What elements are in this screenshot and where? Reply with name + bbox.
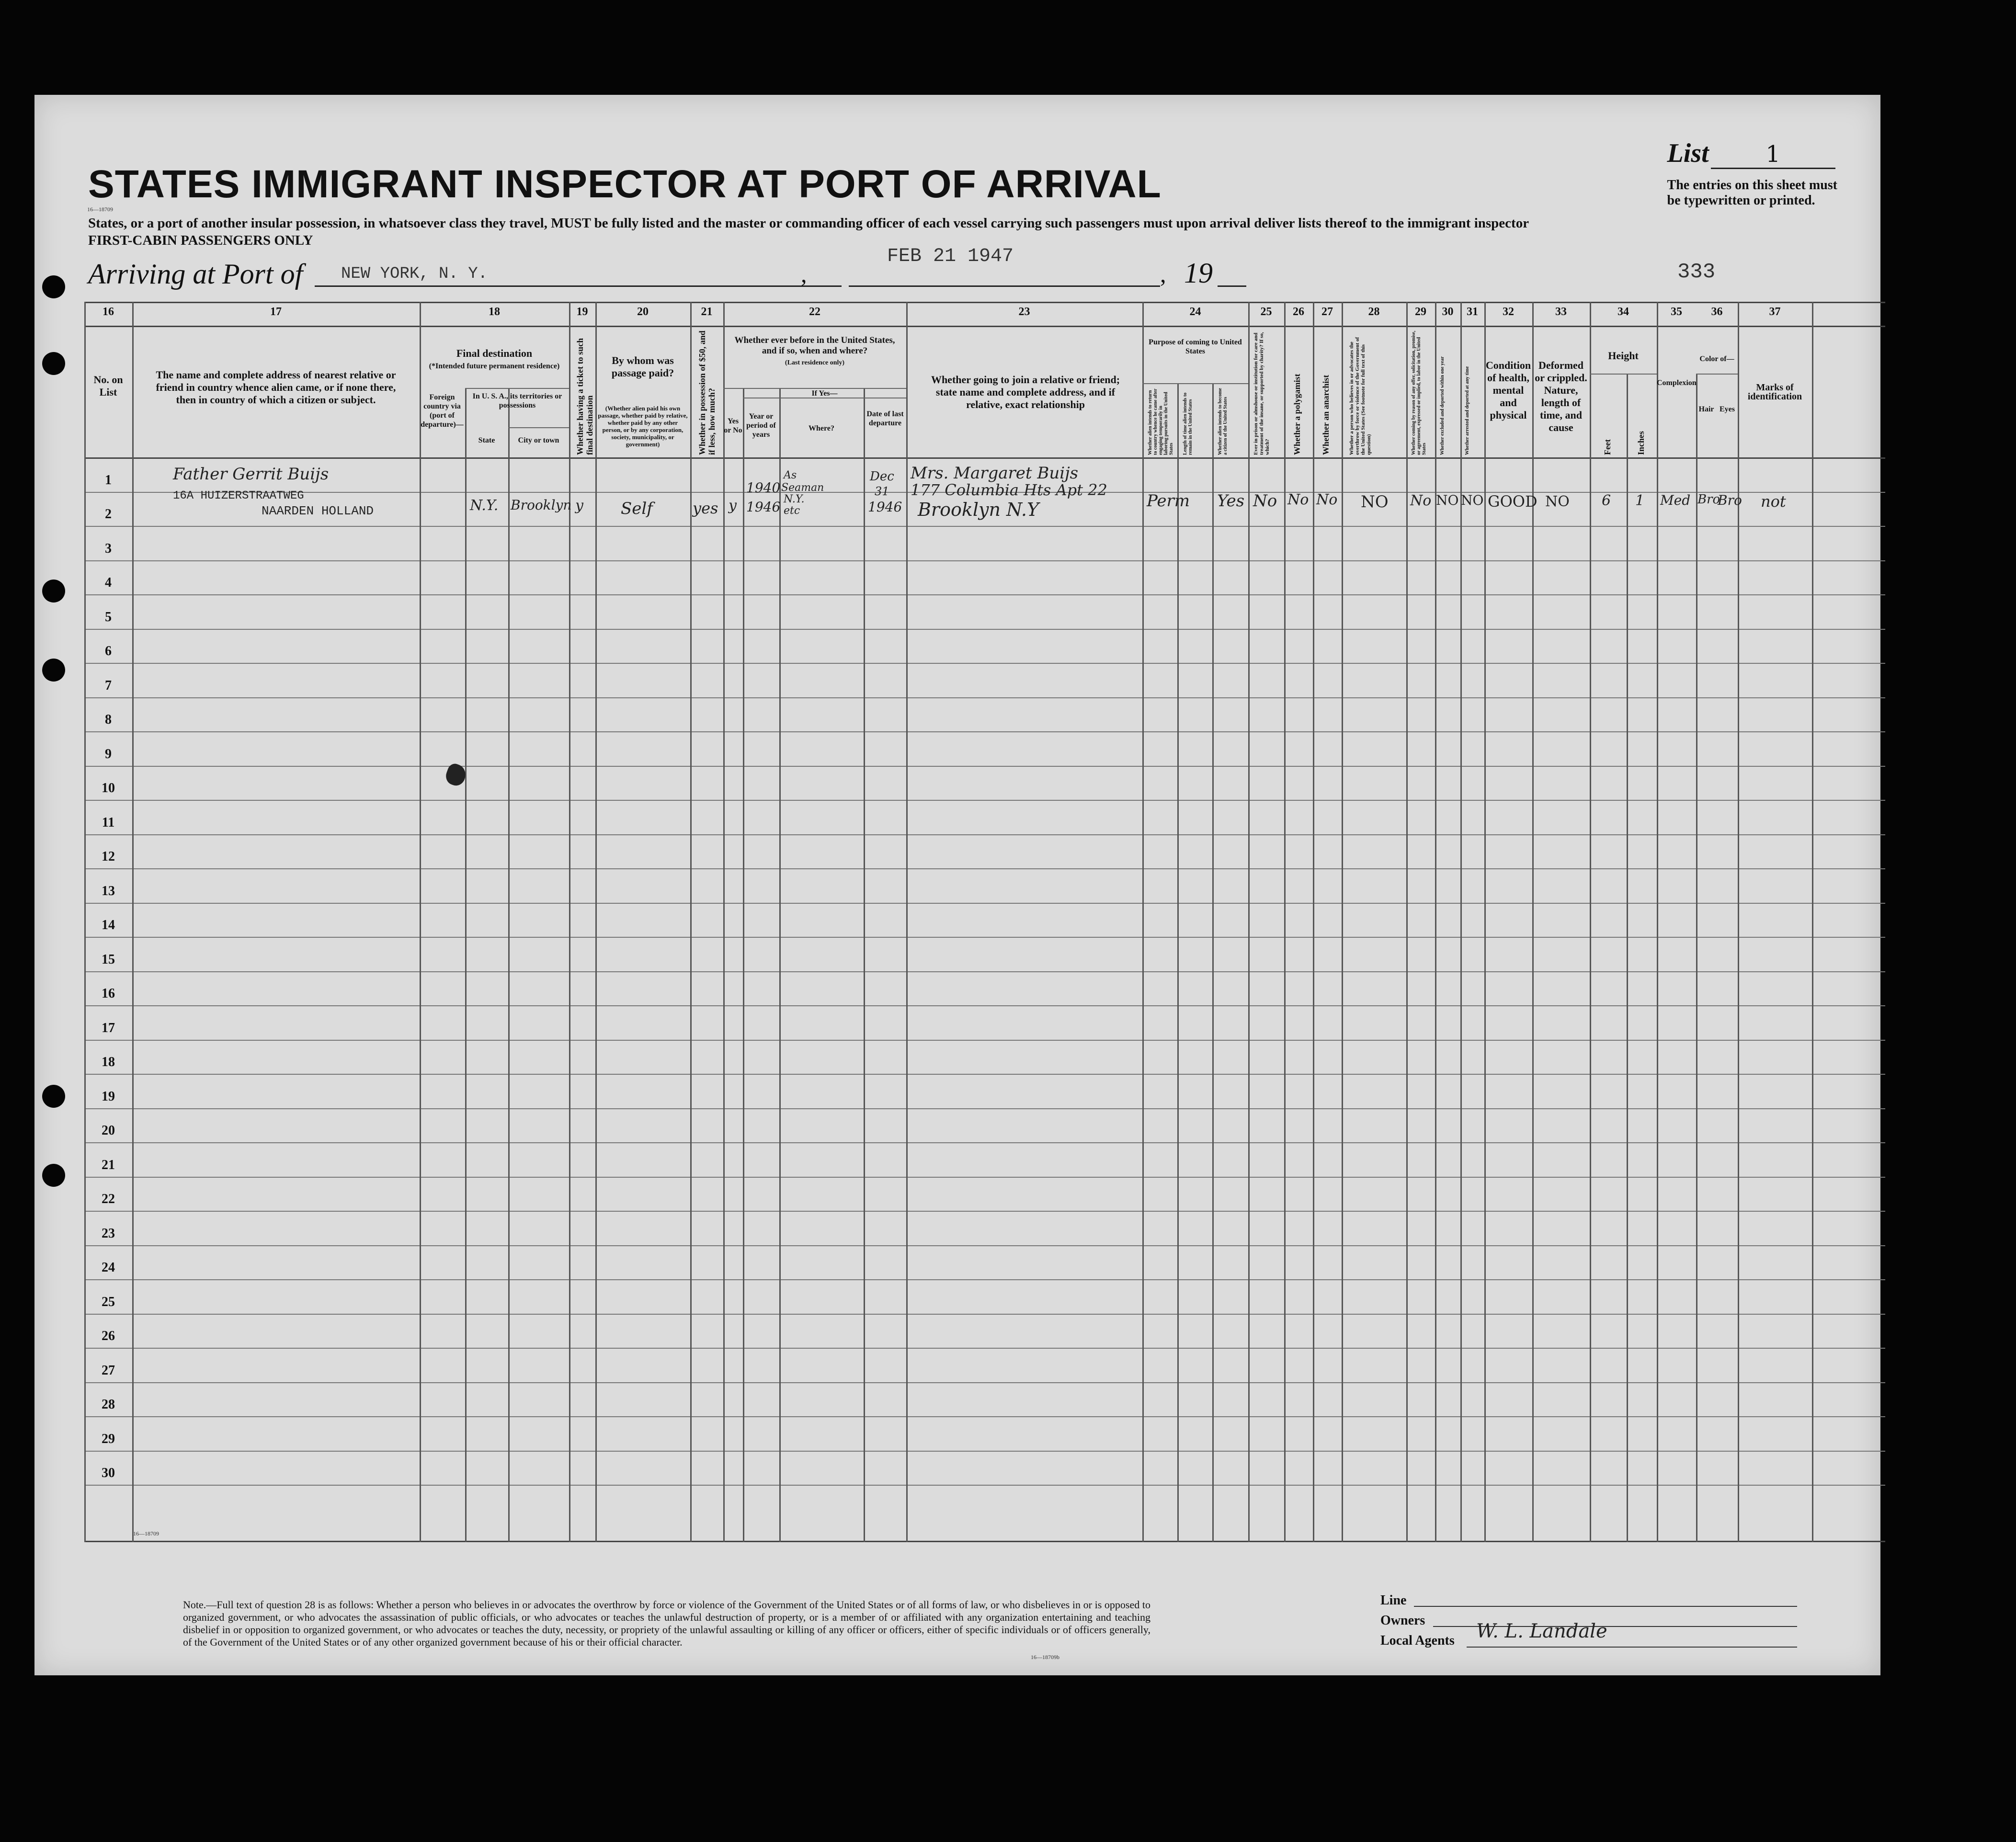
- entry-labor: No: [1410, 492, 1432, 509]
- binder-hole: [42, 580, 65, 603]
- entry-relative-city: NAARDEN HOLLAND: [262, 504, 374, 518]
- row-number: 18: [102, 1055, 115, 1069]
- entry-marks: not: [1761, 492, 1786, 511]
- agent-signature: W. L. Landale: [1476, 1620, 1607, 1642]
- row-number: 23: [102, 1226, 115, 1241]
- entry-eyes: Bro: [1718, 492, 1742, 508]
- entry-citizen: Yes: [1217, 491, 1245, 511]
- entry-anarchist: No: [1316, 491, 1338, 508]
- colnum-26: 26: [1293, 306, 1304, 318]
- colnum-19: 19: [576, 306, 588, 318]
- header-state: State: [478, 436, 495, 444]
- colnum-32: 32: [1503, 306, 1514, 318]
- entry-join-street: 177 Columbia Hts Apt 22: [911, 481, 1107, 499]
- header-passage-note: (Whether alien paid his own passage, whether paid by relative, whether paid by any other person, or by any corporation, society, municipality, or government): [598, 405, 688, 448]
- header-arrested: Whether arrested and deported at any time: [1465, 366, 1470, 455]
- colnum-21: 21: [701, 306, 713, 318]
- entry-paid-by: Self: [621, 499, 653, 518]
- row-number: 8: [105, 712, 112, 727]
- entry-year-to: 1946: [746, 499, 781, 515]
- sheet-number: 333: [1677, 260, 1716, 284]
- header-overthrow: Whether a person who believes in or advocates the overthrow by force or violence of the Government of the United States (See footnote for full text of this question): [1349, 337, 1372, 455]
- colnum-24: 24: [1189, 306, 1201, 318]
- header-complexion: Complexion: [1657, 379, 1697, 387]
- colnum-35: 35: [1671, 306, 1682, 318]
- header-join-relative: Whether going to join a relative or friend; state name and complete address, and if relative, exact relationship: [931, 374, 1120, 410]
- entry-money: yes: [693, 499, 718, 517]
- entry-state: N.Y.: [470, 497, 499, 514]
- binder-hole: [42, 275, 65, 298]
- header-cabin-class: FIRST-CABIN PASSENGERS ONLY: [88, 233, 313, 248]
- colnum-30: 30: [1442, 306, 1454, 318]
- entry-feet: 6: [1602, 492, 1611, 509]
- entry-hair: Bro: [1697, 492, 1720, 507]
- entry-excluded: NO: [1436, 492, 1459, 508]
- row-number: 14: [102, 918, 115, 932]
- entry-join-name: Mrs. Margaret Buijs: [911, 464, 1079, 483]
- header-final-destination-note: (*Intended future permanent residence): [429, 362, 560, 370]
- colnum-36: 36: [1711, 306, 1723, 318]
- header-labor-offer: Whether coming by reason of any offer, solicitation, promise, or agreement, expressed or implied, to labor in the United States: [1411, 330, 1427, 455]
- colnum-33: 33: [1555, 306, 1567, 318]
- page-title: STATES IMMIGRANT INSPECTOR AT PORT OF ARRIVAL: [88, 162, 1162, 206]
- year-prefix: 19: [1184, 257, 1213, 289]
- header-ticket: Whether having a ticket to such final destination: [575, 338, 594, 455]
- header-final-destination: Final destination: [456, 347, 533, 359]
- header-no-on-list: No. on List: [93, 374, 123, 398]
- row-number: 2: [105, 507, 112, 522]
- header-before-note: (Last residence only): [785, 359, 845, 366]
- row-number: 17: [102, 1020, 115, 1035]
- list-note-1: The entries on this sheet must: [1667, 178, 1837, 193]
- header-foreign-country: Foreign country via (port of departure)—: [421, 393, 464, 429]
- row-number: 24: [102, 1260, 115, 1275]
- row-number: 22: [102, 1192, 115, 1206]
- list-value: 1: [1711, 141, 1835, 169]
- row-number: 20: [102, 1123, 115, 1138]
- colnum-23: 23: [1018, 306, 1030, 318]
- header-height: Height: [1608, 350, 1639, 362]
- row-number: 7: [105, 678, 112, 693]
- colnum-17: 17: [270, 306, 282, 318]
- local-agents-label: Local Agents: [1380, 1633, 1455, 1648]
- list-label: List: [1667, 138, 1709, 168]
- header-polygamist: Whether a polygamist: [1292, 374, 1302, 455]
- entry-arrested: NO: [1461, 492, 1484, 508]
- entry-relative-street: 16A HUIZERSTRAATWEG: [173, 489, 304, 502]
- entry-polygamist: No: [1287, 491, 1309, 508]
- header-color-of: Color of—: [1699, 355, 1734, 363]
- entry-where-2: Seaman: [781, 482, 824, 494]
- entry-overthrow: NO: [1361, 492, 1389, 512]
- entry-inches: 1: [1635, 492, 1645, 509]
- row-number: 16: [102, 986, 115, 1001]
- row-number: 26: [102, 1329, 115, 1343]
- entry-purpose: Perm: [1147, 491, 1190, 511]
- colnum-28: 28: [1368, 306, 1380, 318]
- colnum-31: 31: [1467, 306, 1478, 318]
- header-inches: Inches: [1636, 431, 1646, 455]
- entry-join-city: Brooklyn N.Y: [918, 499, 1039, 520]
- header-eyes: Eyes: [1720, 405, 1735, 413]
- entry-ticket: y: [575, 497, 583, 514]
- header-citizen-intent: Whether alien intends to become a citizen of the United States: [1218, 388, 1228, 455]
- header-relative: The name and complete address of nearest relative or friend in country whence alien came, or if none there, then in country of which a citizen or subject.: [156, 369, 396, 406]
- colnum-29: 29: [1415, 306, 1426, 318]
- entry-date-1: Dec: [870, 469, 894, 484]
- date-stamp: FEB 21 1947: [887, 246, 1014, 267]
- list-note-2: be typewritten or printed.: [1667, 193, 1815, 208]
- header-anarchist: Whether an anarchist: [1321, 375, 1331, 455]
- form-code-bottom: 16—18709: [133, 1530, 159, 1537]
- row-number: 9: [105, 746, 112, 762]
- row-number: 30: [102, 1466, 115, 1480]
- entry-deformed: NO: [1545, 493, 1570, 510]
- entry-where-4: etc: [784, 505, 800, 517]
- manifest-sheet: 16—18709 STATES IMMIGRANT INSPECTOR AT PORT OF ARRIVAL States, or a port of another insular possession, in whatsoever class they travel, MUST be fully listed and the master or commanding officer of each vessel carrying such passengers must upon arrival deliver lists thereof to the immigrant inspector FIRST-CABIN PASSENGERS ONLY Arriving at Port of NEW YORK, N. Y. , FEB 21 1947 , 19 333 List 1 The entries on this sheet must be typewritten or printed. 16 17 18 19 20 21 22 23 24 25 26 27 28 29 30 31 32 33 34 35 36 37 No. on List The name and complete address of nearest relative or friend in country whence alien came, or if none there, then in country of which a citizen or subject. Final destination (*Intended future permanent residence) Foreign country via (port of departure)— In U. S. A., its territories or possessions State City or town Whether having a ticket to such final destination By whom was passage paid? (Whether alien paid his own passage, whether paid by relative, whether paid by any other person, or by any corporation, society, municipality, or government) Whether in possession of $50, and if less, how much? Whether ever before in the United States, and if so, when and where? (Last residence only) If Yes— Yes or No Year or period of years Where? Date of last departure Whether going to join a relative or friend; state name and complete address, and if relative, exact relationship Purpose of coming to United States Whether alien intends to return to country whence he came after engaging temporarily in laboring pursuits in the United States Length of time alien intends to remain in the United States Whether alien intends to become a citizen of the United States Ever in prison or almshouse or institution for care and treatment of the insane, or supported by charity? If so, which? Whether a polygamist Whether an anarchist Whether a person who believes in or advocates the overthrow by force or violence of the Government of the United States (See footnote for full text of this question) Whether coming by reason of any offer, solicitation, promise, or agreement, expressed or implied, to labor in the United States Whether excluded and deported within one year Whether arrested and deported at any time Condition of health, mental and physical Deformed or crippled. Nature, length of time, and cause Height Feet Inches Complexion Color of— Hair Eyes Marks of identification 1 2 3 4 5 6 7 8 9 10 11 12 13 14 15 16 17 18 19 20 21 22 23 24 25 26 27 28 29 30 Father Gerrit Buijs 16A HUIZERSTRAATWEG NAARDEN HOLLAND N.Y. Brooklyn y Self yes y 1940 1946 As Seaman N.Y. etc Dec 31 1946 Mrs. Margaret Buijs 177 Columbia Hts Apt 22 Brooklyn N.Y Perm Yes No No No NO No NO NO GOOD NO 6 1 Med Bro Bro not 16—18709 Note.—Full text of question 28 is as follows: Whether a person who believes in or advocates the overthrow by force or violence of the Government of the United States or of all forms of law, or who disbelieves in or is opposed to organized government, or who advocates the assassination of public officials, or who advocates or teaches the unlawful destruction of property, or is a member of or affiliated with any organization entertaining and teaching disbelief in or opposition to organized government, or who advocates or teaches the duty, necessity, or propriety of the unlawful assaulting or killing of any officer or officers, either of specific individuals or of officers generally, of the Government of the United States or of any other organized government because of his or their official character. 16—18709b Line Owners Local Agents W. L. Landale: [34, 95, 1880, 1675]
- entry-date-3: 1946: [868, 499, 902, 515]
- header-return-intent: Whether alien intends to return to country whence he came after engaging temporarily in laboring pursuits in the United States: [1148, 388, 1174, 455]
- entry-complexion: Med: [1660, 492, 1691, 508]
- binder-hole: [42, 659, 65, 682]
- colnum-20: 20: [637, 306, 649, 318]
- row-number: 4: [105, 575, 112, 590]
- colnum-18: 18: [489, 306, 500, 318]
- row-number: 3: [105, 541, 112, 556]
- entry-relative-name: Father Gerrit Buijs: [173, 465, 329, 484]
- colnum-25: 25: [1260, 306, 1272, 318]
- footnote-code: 16—18709b: [1031, 1654, 1059, 1660]
- entry-date-2: 31: [875, 485, 889, 498]
- header-length-stay: Length of time alien intends to remain in the United States: [1183, 392, 1193, 455]
- header-last-departure: Date of last departure: [866, 410, 904, 427]
- row-number: 29: [102, 1431, 115, 1446]
- colnum-27: 27: [1321, 306, 1333, 318]
- header-yes-no: Yes or No: [724, 417, 742, 434]
- header-city: City or town: [518, 436, 559, 444]
- footnote-question-28: Note.—Full text of question 28 is as follows: Whether a person who believes in or advocates the overthrow by force or violence of the Government of the United States or of all forms of law, or who disbelieves in or is opposed to organized government, or who advocates the assassination of public officials, or who advocates or teaches the unlawful destruction of property, or is a member of or affiliated with any organization entertaining and teaching disbelief in or opposition to organized government, or who advocates or teaches the duty, necessity, or propriety of the unlawful assaulting or killing of any officer or officers, either of specific individuals or of officers generally, of the Government of the United States or of any other organized government because of his or their official character.: [183, 1599, 1150, 1648]
- row-number: 25: [102, 1294, 115, 1309]
- entry-where-3: N.Y.: [784, 493, 805, 505]
- entry-city: Brooklyn: [511, 497, 572, 513]
- colnum-37: 37: [1769, 306, 1781, 318]
- row-number: 12: [102, 849, 115, 864]
- header-passage-paid: By whom was passage paid?: [611, 354, 674, 379]
- header-in-usa: In U. S. A., its territories or possessions: [472, 392, 562, 409]
- header-hair: Hair: [1698, 405, 1714, 413]
- row-number: 5: [105, 609, 112, 625]
- header-year: Year or period of years: [746, 412, 776, 439]
- row-number: 6: [105, 644, 112, 659]
- header-deformed: Deformed or crippled. Nature, length of time, and cause: [1535, 359, 1587, 433]
- header-health: Condition of health, mental and physical: [1485, 359, 1531, 421]
- entry-prison: No: [1253, 491, 1277, 511]
- header-feet: Feet: [1603, 439, 1612, 455]
- row-number: 11: [102, 815, 115, 830]
- port-value: NEW YORK, N. Y.: [341, 265, 488, 283]
- colnum-34: 34: [1617, 306, 1629, 318]
- colnum-22: 22: [809, 306, 820, 318]
- row-number: 15: [102, 952, 115, 967]
- binder-hole: [42, 352, 65, 375]
- header-excluded: Whether excluded and deported within one year: [1440, 356, 1445, 455]
- entry-year-from: 1940: [746, 480, 781, 496]
- form-code-top: 16—18709: [87, 206, 113, 213]
- colnum-16: 16: [103, 306, 114, 318]
- entry-before-yes: y: [729, 497, 737, 514]
- header-money: Whether in possession of $50, and if less, how much?: [697, 330, 717, 455]
- header-purpose: Purpose of coming to United States: [1149, 338, 1242, 355]
- header-prison: Ever in prison or almshouse or institution for care and treatment of the insane, or supported by charity? If so, which?: [1253, 332, 1270, 455]
- header-marks: Marks of identification: [1747, 382, 1802, 402]
- arriving-label: Arriving at Port of: [88, 258, 303, 290]
- entry-where-1: As: [784, 469, 797, 481]
- list-box: [1667, 138, 1837, 208]
- entry-health: GOOD: [1488, 492, 1538, 511]
- row-number: 27: [102, 1363, 115, 1378]
- row-number: 10: [102, 781, 115, 796]
- header-where: Where?: [809, 424, 834, 432]
- header-subtitle: States, or a port of another insular possession, in whatsoever class they travel, MUST be fully listed and the master or commanding officer of each vessel carrying such passengers must upon arrival deliver lists thereof to the immigrant inspector: [88, 216, 1529, 231]
- binder-hole: [42, 1164, 65, 1187]
- manifest-table: [84, 302, 1885, 1542]
- binder-hole: [42, 1085, 65, 1108]
- row-number: 1: [105, 472, 112, 488]
- row-number: 28: [102, 1397, 115, 1412]
- line-label: Line: [1380, 1593, 1407, 1608]
- row-number: 13: [102, 883, 115, 898]
- header-if-yes: If Yes—: [811, 389, 838, 398]
- owners-label: Owners: [1380, 1613, 1425, 1628]
- row-number: 19: [102, 1089, 115, 1104]
- row-number: 21: [102, 1157, 115, 1172]
- header-before-in-us: Whether ever before in the United States, and if so, when and where?: [734, 335, 895, 356]
